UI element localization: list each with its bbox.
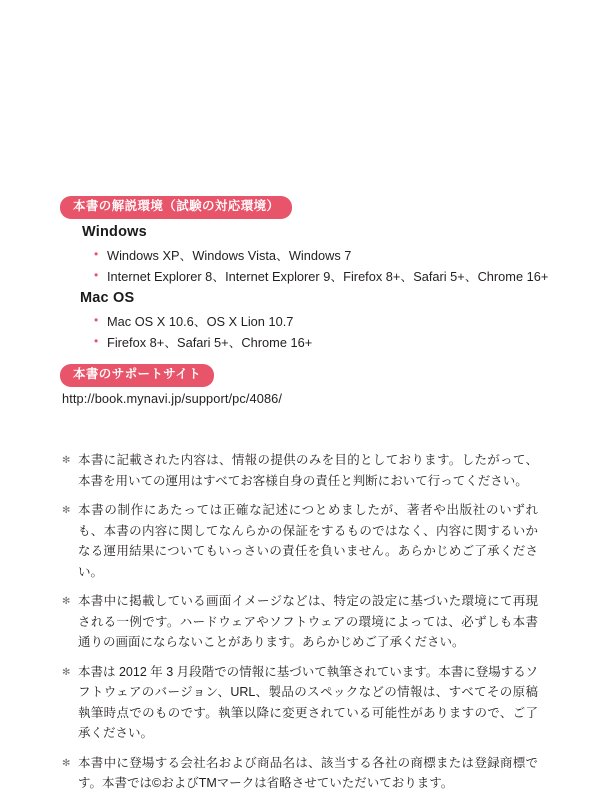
list-item: • Internet Explorer 8、Internet Explorer 9、Firefox 8+、Safari 5+、Chrome 16+	[94, 266, 548, 287]
list-item: ✻ 本書の制作にあたっては正確な記述につとめましたが、著者や出版社のいずれも、本書の内容に関してなんらかの保証をするものではなく、内容に関するいかなる運用結果についてもいっさいの責任を負いません。あらかじめご了承ください。	[62, 500, 538, 582]
macos-requirements-list	[94, 311, 312, 353]
list-item: ✻ 本書は 2012 年 3 月段階での情報に基づいて執筆されています。本書に登場するソフトウェアのバージョン、URL、製品のスペックなどの情報は、すべてその原稿執筆時点でのものです。執筆以降に変更されている可能性がありますので、ご了承ください。	[62, 662, 538, 744]
disclaimer-notes-list	[62, 450, 538, 803]
list-item: ✻ 本書に記載された内容は、情報の提供のみを目的としております。したがって、本書を用いての運用はすべてお客様自身の責任と判断において行ってください。	[62, 450, 538, 491]
environment-section-badge-wrap	[60, 196, 292, 219]
windows-requirements-list	[94, 245, 548, 287]
list-item: • Firefox 8+、Safari 5+、Chrome 16+	[94, 332, 312, 353]
support-section-badge: 本書のサポートサイト	[60, 364, 214, 387]
environment-section-badge: 本書の解説環境（試験の対応環境）	[60, 196, 292, 219]
windows-group-heading: Windows	[82, 224, 147, 240]
list-item: ✻ 本書中に登場する会社名および商品名は、該当する各社の商標または登録商標です。本書では©およびTMマークは省略させていただいております。	[62, 753, 538, 794]
list-item: ✻ 本書中に掲載している画面イメージなどは、特定の設定に基づいた環境にて再現される一例です。ハードウェアやソフトウェアの環境によっては、必ずしも本書通りの画面にならないことがあります。あらかじめご了承ください。	[62, 591, 538, 653]
macos-group-heading: Mac OS	[80, 290, 135, 306]
list-item: • Windows XP、Windows Vista、Windows 7	[94, 245, 548, 266]
support-section-badge-wrap	[60, 364, 214, 387]
support-site-url[interactable]: http://book.mynavi.jp/support/pc/4086/	[62, 391, 283, 406]
list-item: • Mac OS X 10.6、OS X Lion 10.7	[94, 311, 312, 332]
